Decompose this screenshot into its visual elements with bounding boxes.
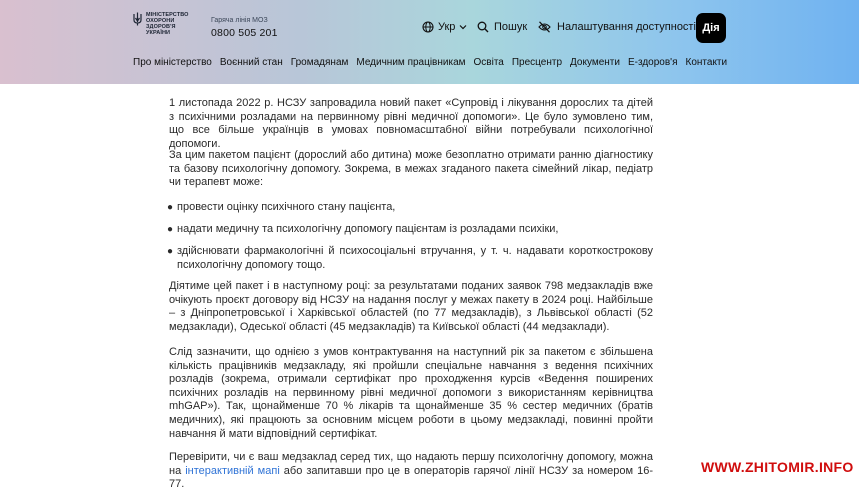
bullet-icon: ●: [167, 224, 174, 235]
watermark: WWW.ZHITOMIR.INFO: [701, 459, 854, 475]
nav-item-martial-law[interactable]: Воєнний стан: [219, 57, 283, 68]
diia-button[interactable]: Дія: [696, 13, 726, 43]
moh-logo[interactable]: [133, 12, 190, 36]
article-paragraph: [169, 451, 653, 492]
accessibility-label: Налаштування доступності: [557, 21, 696, 33]
nav-item-medical-workers[interactable]: Медичним працівникам: [356, 57, 466, 68]
hotline: [211, 17, 278, 39]
article-paragraph: Діятиме цей пакет і в наступному році: за результатами поданих заявок 798 медзакладів вже очікують проєкт договору від НСЗУ на надання послуг у межах пакету в 2024 році. Найбільше – з Дніпропетровської і Харківської областей (по 77 медзакладів), з Львівської області (52 медзаклади), Одеської області (45 медзакладів) та Київської області (44 медзаклади).: [169, 280, 653, 333]
main-nav: [133, 57, 735, 68]
nav-item-contacts[interactable]: Контакти: [685, 57, 728, 68]
hotline-phone[interactable]: 0800 505 201: [211, 27, 278, 39]
list-item: [167, 201, 653, 215]
paragraph-text: або запитавши про це в операторів гарячої лінії НСЗУ за номером 16-77.: [169, 464, 653, 491]
logo-text: МІНІСТЕРСТВО ОХОРОНИ ЗДОРОВ'Я УКРАЇНИ: [146, 12, 189, 36]
list-item: [167, 223, 653, 237]
hotline-label: Гаряча лінія МОЗ: [211, 17, 268, 24]
search-label: Пошук: [494, 21, 528, 33]
accessibility-settings-button[interactable]: [538, 21, 696, 33]
list-item-text: здійснювати фармакологічні й психосоціальні втручання, у т. ч. надавати короткострокову психологічну допомогу тощо.: [177, 245, 653, 271]
article-paragraph: 1 листопада 2022 р. НСЗУ запровадила новий пакет «Супровід і лікування дорослих та дітей з психічними розладами на первинному рівні медичної допомоги». Це було зумовлено тим, що все більше українців в умовах повномасштабної війни потребували психологічної допомоги.: [169, 97, 653, 150]
site-header: [0, 0, 859, 84]
article-paragraph: За цим пакетом пацієнт (дорослий або дитина) може безоплатно отримати ранню діагностику та базову психологічну допомогу. Зокрема, в межах згаданого пакета сімейний лікар, педіатр чи терапевт може:: [169, 149, 653, 189]
paragraph-text: Перевірити, чи є ваш медзаклад серед тих, що надають першу психологічну допомогу, можна на: [169, 451, 653, 477]
list-item: [167, 245, 653, 272]
trident-icon: [133, 12, 142, 26]
nav-item-education[interactable]: Освіта: [473, 57, 504, 68]
list-item-text: надати медичну та психологічну допомогу пацієнтам із розладами психіки,: [177, 223, 559, 235]
globe-icon: [422, 21, 434, 33]
search-icon: [477, 21, 489, 33]
article-paragraph: Слід зазначити, що однією з умов контрактування на наступний рік за пакетом є збільшена кількість працівників медзакладу, які пройшли спеціальне навчання з ведення психічних розладів (зокрема, отримали сертифікат про проходження курсів «Ведення поширених психічних розладів на первинному рівні медичної допомоги з використанням керівництва mhGAP»). Так, щонайменше 70 % лікарів та щонайменше 35 % сестер медичних (братів медичних), які працюють за основним місцем роботи в цьому медзакладі, повинні пройти навчання й мати відповідний сертифікат.: [169, 346, 653, 440]
nav-item-press-center[interactable]: Пресцентр: [511, 57, 563, 68]
nav-item-documents[interactable]: Документи: [570, 57, 620, 68]
bullet-icon: ●: [167, 202, 174, 213]
nav-item-about[interactable]: Про міністерство: [133, 57, 212, 68]
eye-off-icon: [538, 21, 551, 33]
nav-item-citizens[interactable]: Громадянам: [290, 57, 349, 68]
bullet-icon: ●: [167, 246, 174, 257]
language-selector[interactable]: [422, 21, 467, 33]
interactive-map-link[interactable]: інтерактивній мапі: [185, 464, 280, 477]
language-label: Укр: [438, 21, 456, 33]
nav-item-e-health[interactable]: Е-здоров'я: [627, 57, 678, 68]
chevron-down-icon: [459, 24, 467, 30]
search-button[interactable]: [477, 21, 527, 33]
list-item-text: провести оцінку психічного стану пацієнта,: [177, 201, 396, 213]
